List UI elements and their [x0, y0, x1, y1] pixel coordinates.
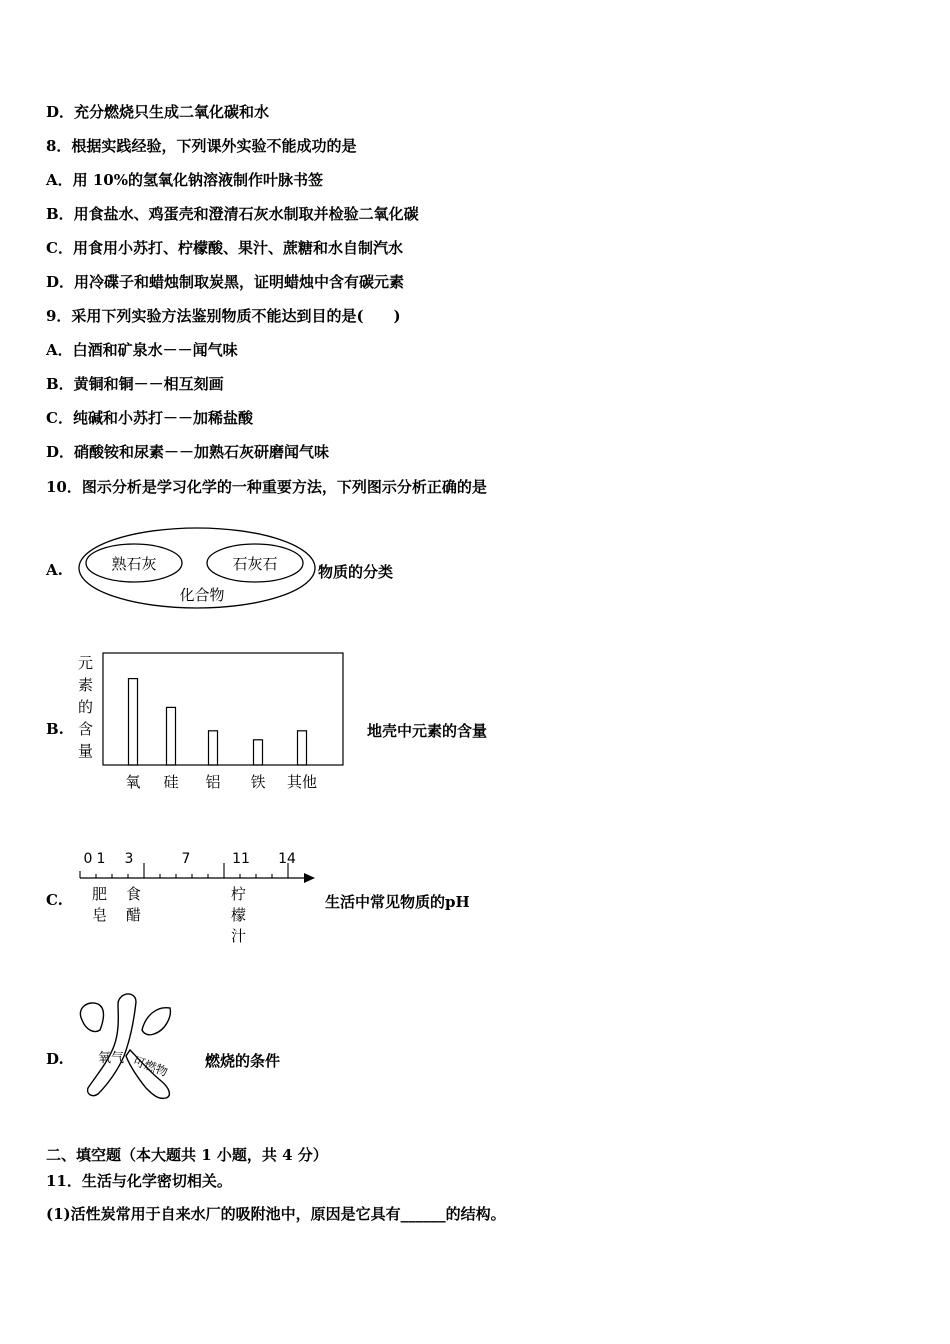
q8-stem: 8．根据实践经验，下列课外实验不能成功的是 — [46, 137, 357, 155]
q10-option-b-label: B. — [46, 720, 64, 738]
compound-text: 化合物 — [179, 586, 225, 604]
q10-option-a-caption: 物质的分类 — [318, 563, 394, 581]
ph-tick-0: 0 — [83, 851, 93, 867]
q8-option-a: A．用 10%的氢氧化钠溶液制作叶脉书签 — [46, 171, 323, 189]
oxygen-char-1: 氧气 — [98, 1051, 125, 1066]
left-flame-drop — [80, 1003, 103, 1032]
center-stroke — [88, 994, 136, 1096]
ph-scale-diagram — [76, 846, 321, 954]
bar-4 — [298, 731, 307, 765]
q8-option-d: D．用冷碟子和蜡烛制取炭黑，证明蜡烛中含有碳元素 — [46, 273, 405, 291]
q10-option-d-label: D. — [46, 1050, 64, 1068]
classification-diagram — [76, 526, 321, 612]
q10-option-a-label: A. — [46, 561, 63, 579]
bar-0 — [129, 679, 138, 765]
soap-label: 肥皂 — [92, 885, 108, 924]
q10-option-c-caption: 生活中常见物质的pH — [325, 893, 470, 911]
ph-axis-arrow — [304, 873, 315, 883]
ph-tick-3: 3 — [124, 851, 134, 867]
section2-heading: 二、填空题（本大题共 1 小题，共 4 分） — [46, 1146, 328, 1164]
q11-stem: 11．生活与化学密切相关。 — [46, 1172, 232, 1190]
q10-option-b-caption: 地壳中元素的含量 — [367, 722, 488, 740]
q9-stem: 9．采用下列实验方法鉴别物质不能达到目的是( ) — [46, 307, 401, 325]
q9-option-a: A．白酒和矿泉水－－闻气味 — [46, 341, 238, 359]
q9-option-b: B．黄铜和铜－－相互刻画 — [46, 375, 224, 393]
q10-option-d-caption: 燃烧的条件 — [205, 1052, 281, 1070]
category-label-3: 铁 — [250, 773, 266, 791]
category-label-0: 氧 — [125, 773, 141, 791]
bar-1 — [167, 707, 176, 765]
q9-option-c: C．纯碱和小苏打－－加稀盐酸 — [46, 409, 253, 427]
vinegar-label: 食醋 — [126, 885, 142, 924]
category-label-1: 硅 — [163, 773, 179, 791]
element-content-bar-chart — [95, 650, 350, 798]
bar-3 — [254, 740, 263, 765]
q9-option-d: D．硝酸铵和尿素－－加熟石灰研磨闻气味 — [46, 443, 330, 461]
lemon-juice-label: 柠檬汁 — [231, 885, 247, 945]
chart-y-label: 元素的含量 — [78, 654, 94, 760]
q7-option-d: D．充分燃烧只生成二氧化碳和水 — [46, 103, 270, 121]
category-label-2: 铝 — [205, 773, 221, 791]
fuel-text: 可燃物 — [130, 1053, 170, 1080]
ph-tick-14: 14 — [278, 851, 296, 867]
ph-tick-11: 11 — [232, 851, 250, 867]
q11-part1: (1)活性炭常用于自来水厂的吸附池中，原因是它具有______的结构。 — [46, 1205, 506, 1223]
ph-tick-7: 7 — [181, 851, 191, 867]
ph-tick-1: 1 — [96, 851, 106, 867]
slaked-lime-text: 熟石灰 — [111, 555, 157, 573]
category-label-4: 其他 — [286, 773, 318, 791]
q10-stem: 10．图示分析是学习化学的一种重要方法，下列图示分析正确的是 — [46, 478, 487, 496]
limestone-text: 石灰石 — [232, 555, 278, 573]
right-flame-drop — [142, 1008, 170, 1035]
combustion-conditions-diagram — [74, 990, 184, 1102]
q8-option-c: C．用食用小苏打、柠檬酸、果汁、蔗糖和水自制汽水 — [46, 239, 403, 257]
bar-2 — [209, 731, 218, 765]
q8-option-b: B．用食盐水、鸡蛋壳和澄清石灰水制取并检验二氧化碳 — [46, 205, 419, 223]
q10-option-c-label: C. — [46, 891, 63, 909]
